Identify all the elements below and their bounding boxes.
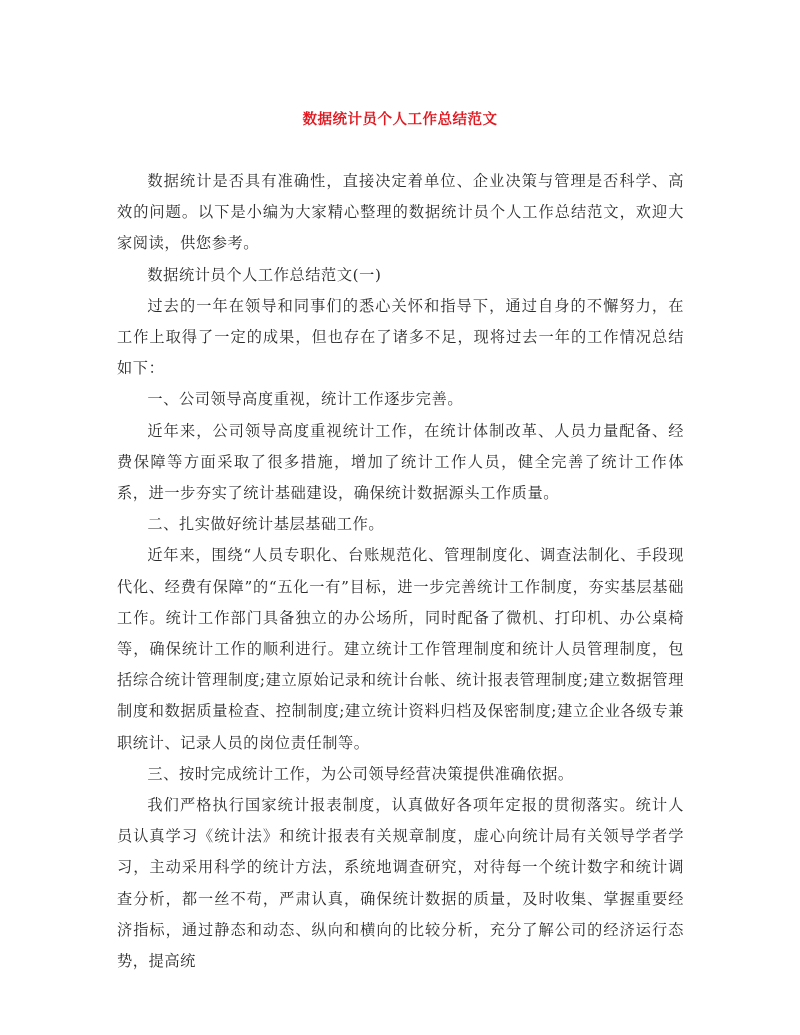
document-body: [117, 166, 684, 977]
paragraph-heading-2: 二、扎实做好统计基层基础工作。: [147, 515, 385, 534]
paragraph-section-heading: 数据统计员个人工作总结范文(一): [147, 265, 382, 284]
paragraph-intro: 数据统计是否具有准确性，直接决定着单位、企业决策与管理是否科学、高效的问题。以下是小编为大家精心整理的数据统计员个人工作总结范文，欢迎大家阅读，供您参考。: [117, 172, 684, 253]
paragraph-summary-intro: 过去的一年在领导和同事们的悉心关怀和指导下，通过自身的不懈努力，在工作上取得了一定的成果，但也存在了诸多不足，现将过去一年的工作情况总结如下：: [117, 296, 684, 378]
paragraph-heading-1: 一、公司领导高度重视，统计工作逐步完善。: [147, 390, 464, 409]
paragraph-heading-3: 三、按时完成统计工作，为公司领导经营决策提供准确依据。: [147, 764, 574, 783]
paragraph-body-1: 近年来，公司领导高度重视统计工作，在统计体制改革、人员力量配备、经费保障等方面采取了很多措施，增加了统计工作人员，健全完善了统计工作体系，进一步夯实了统计基础建设，确保统计数据源头工作质量。: [117, 421, 684, 503]
paragraph-body-3: 我们严格执行国家统计报表制度，认真做好各项年定报的贯彻落实。统计人员认真学习《统计法》和统计报表有关规章制度，虚心向统计局有关领导学者学习，主动采用科学的统计方法，系统地调查研究，对待每一个统计数字和统计调查分析，都一丝不苟，严肃认真，确保统计数据的质量，及时收集、掌握重要经济指标，通过静态和动态、纵向和横向的比较分析，充分了解公司的经济运行态势，提高统: [117, 796, 684, 971]
paragraph-body-2: 近年来，围绕“人员专职化、台账规范化、管理制度化、调查法制化、手段现代化、经费有保障”的“五化一有”目标，进一步完善统计工作制度，夯实基层基础工作。统计工作部门具备独立的办公场所，同时配备了微机、打印机、办公桌椅等，确保统计工作的顺利进行。建立统计工作管理制度和统计人员管理制度，包括综合统计管理制度;建立原始记录和统计台帐、统计报表管理制度;建立数据管理制度和数据质量检查、控制制度;建立统计资料归档及保密制度;建立企业各级专兼职统计、记录人员的岗位责任制等。: [117, 546, 684, 752]
document-title: 数据统计员个人工作总结范文: [302, 112, 498, 128]
